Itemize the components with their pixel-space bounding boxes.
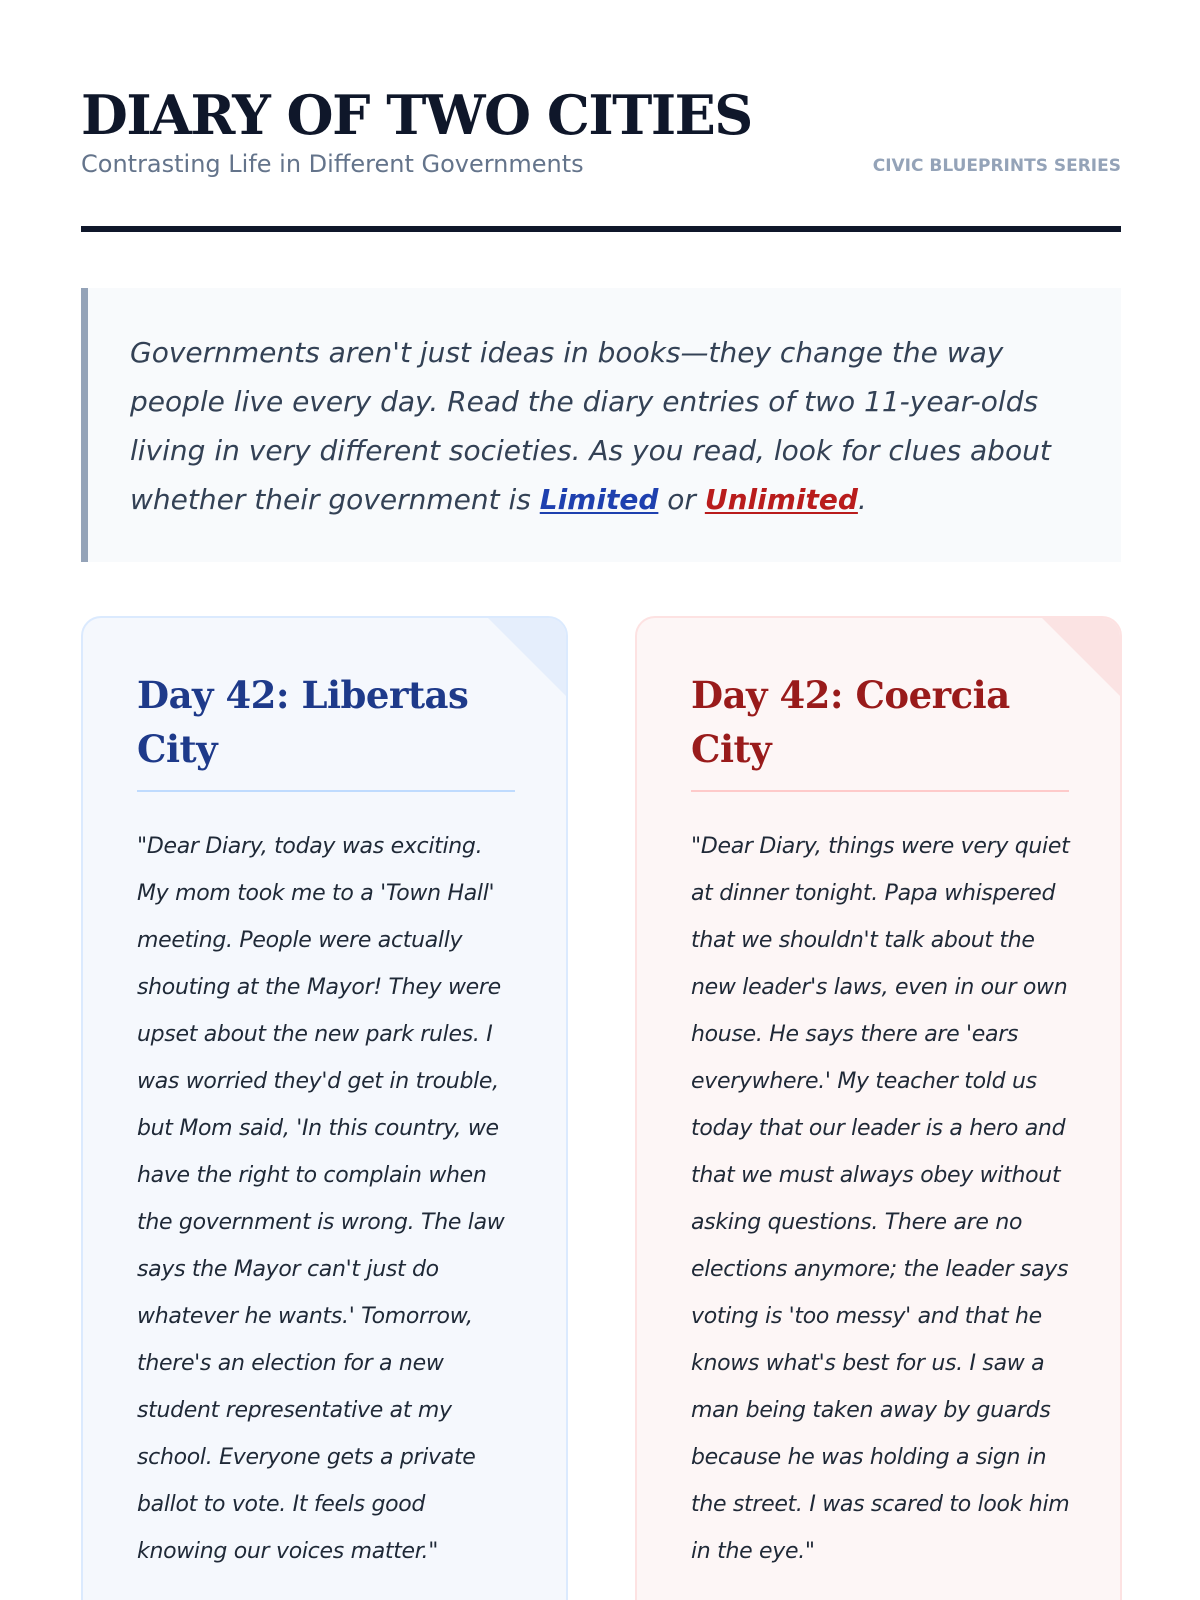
diary-card-title: Day 42: Coercia City xyxy=(691,673,1010,771)
card-corner-fold xyxy=(488,618,566,696)
card-divider xyxy=(691,790,1069,792)
card-corner-fold xyxy=(1042,618,1120,696)
intro-text-between: or xyxy=(658,483,705,516)
diary-entry-text: "Dear Diary, things were very quiet at dinner tonight. Papa whispered that we shouldn't talk about the new leader's laws, even in our own house. He says there are 'ears everywhere.' My teacher told us today that our leader is a hero and that we must always obey without asking questions. There are no elections anymore; the leader says voting is 'too messy' and that he knows what's best for us. I saw a man being taken away by guards because he was holding a sign in the street. I was scared to look him in the eye." xyxy=(691,834,1070,1564)
page-subtitle: Contrasting Life in Different Governments xyxy=(81,150,584,178)
diary-entry-text: "Dear Diary, today was exciting. My mom took me to a 'Town Hall' meeting. People were actually shouting at the Mayor! They were upset about the new park rules. I was worried they'd get in trouble, but Mom said, 'In this country, we have the right to complain when the government is wrong. The law says the Mayor can't just do whatever he wants.' Tomorrow, there's an election for a new student representative at my school. Everyone gets a private ballot to vote. It feels good knowing our voices matter." xyxy=(137,834,505,1564)
diary-card-title: Day 42: Libertas City xyxy=(137,673,469,771)
intro-text-after: . xyxy=(857,483,867,516)
intro-callout xyxy=(81,288,1121,562)
term-unlimited-link[interactable]: Unlimited xyxy=(704,483,858,516)
page-header xyxy=(81,78,1121,234)
diary-card-coercia xyxy=(635,616,1122,1600)
series-label: CIVIC BLUEPRINTS SERIES xyxy=(872,156,1121,176)
intro-text xyxy=(130,328,1081,524)
intro-text-before: Governments aren't just ideas in books—they change the way people live every day. Read the diary entries of two 11-year-olds living in very different societies. As you read, look for clues about whether their government is xyxy=(130,336,1051,516)
card-divider xyxy=(137,790,515,792)
header-divider xyxy=(81,226,1121,232)
diary-card-libertas xyxy=(81,616,568,1600)
page-title: DIARY OF TWO CITIES xyxy=(81,83,752,147)
term-limited-link[interactable]: Limited xyxy=(539,483,659,516)
